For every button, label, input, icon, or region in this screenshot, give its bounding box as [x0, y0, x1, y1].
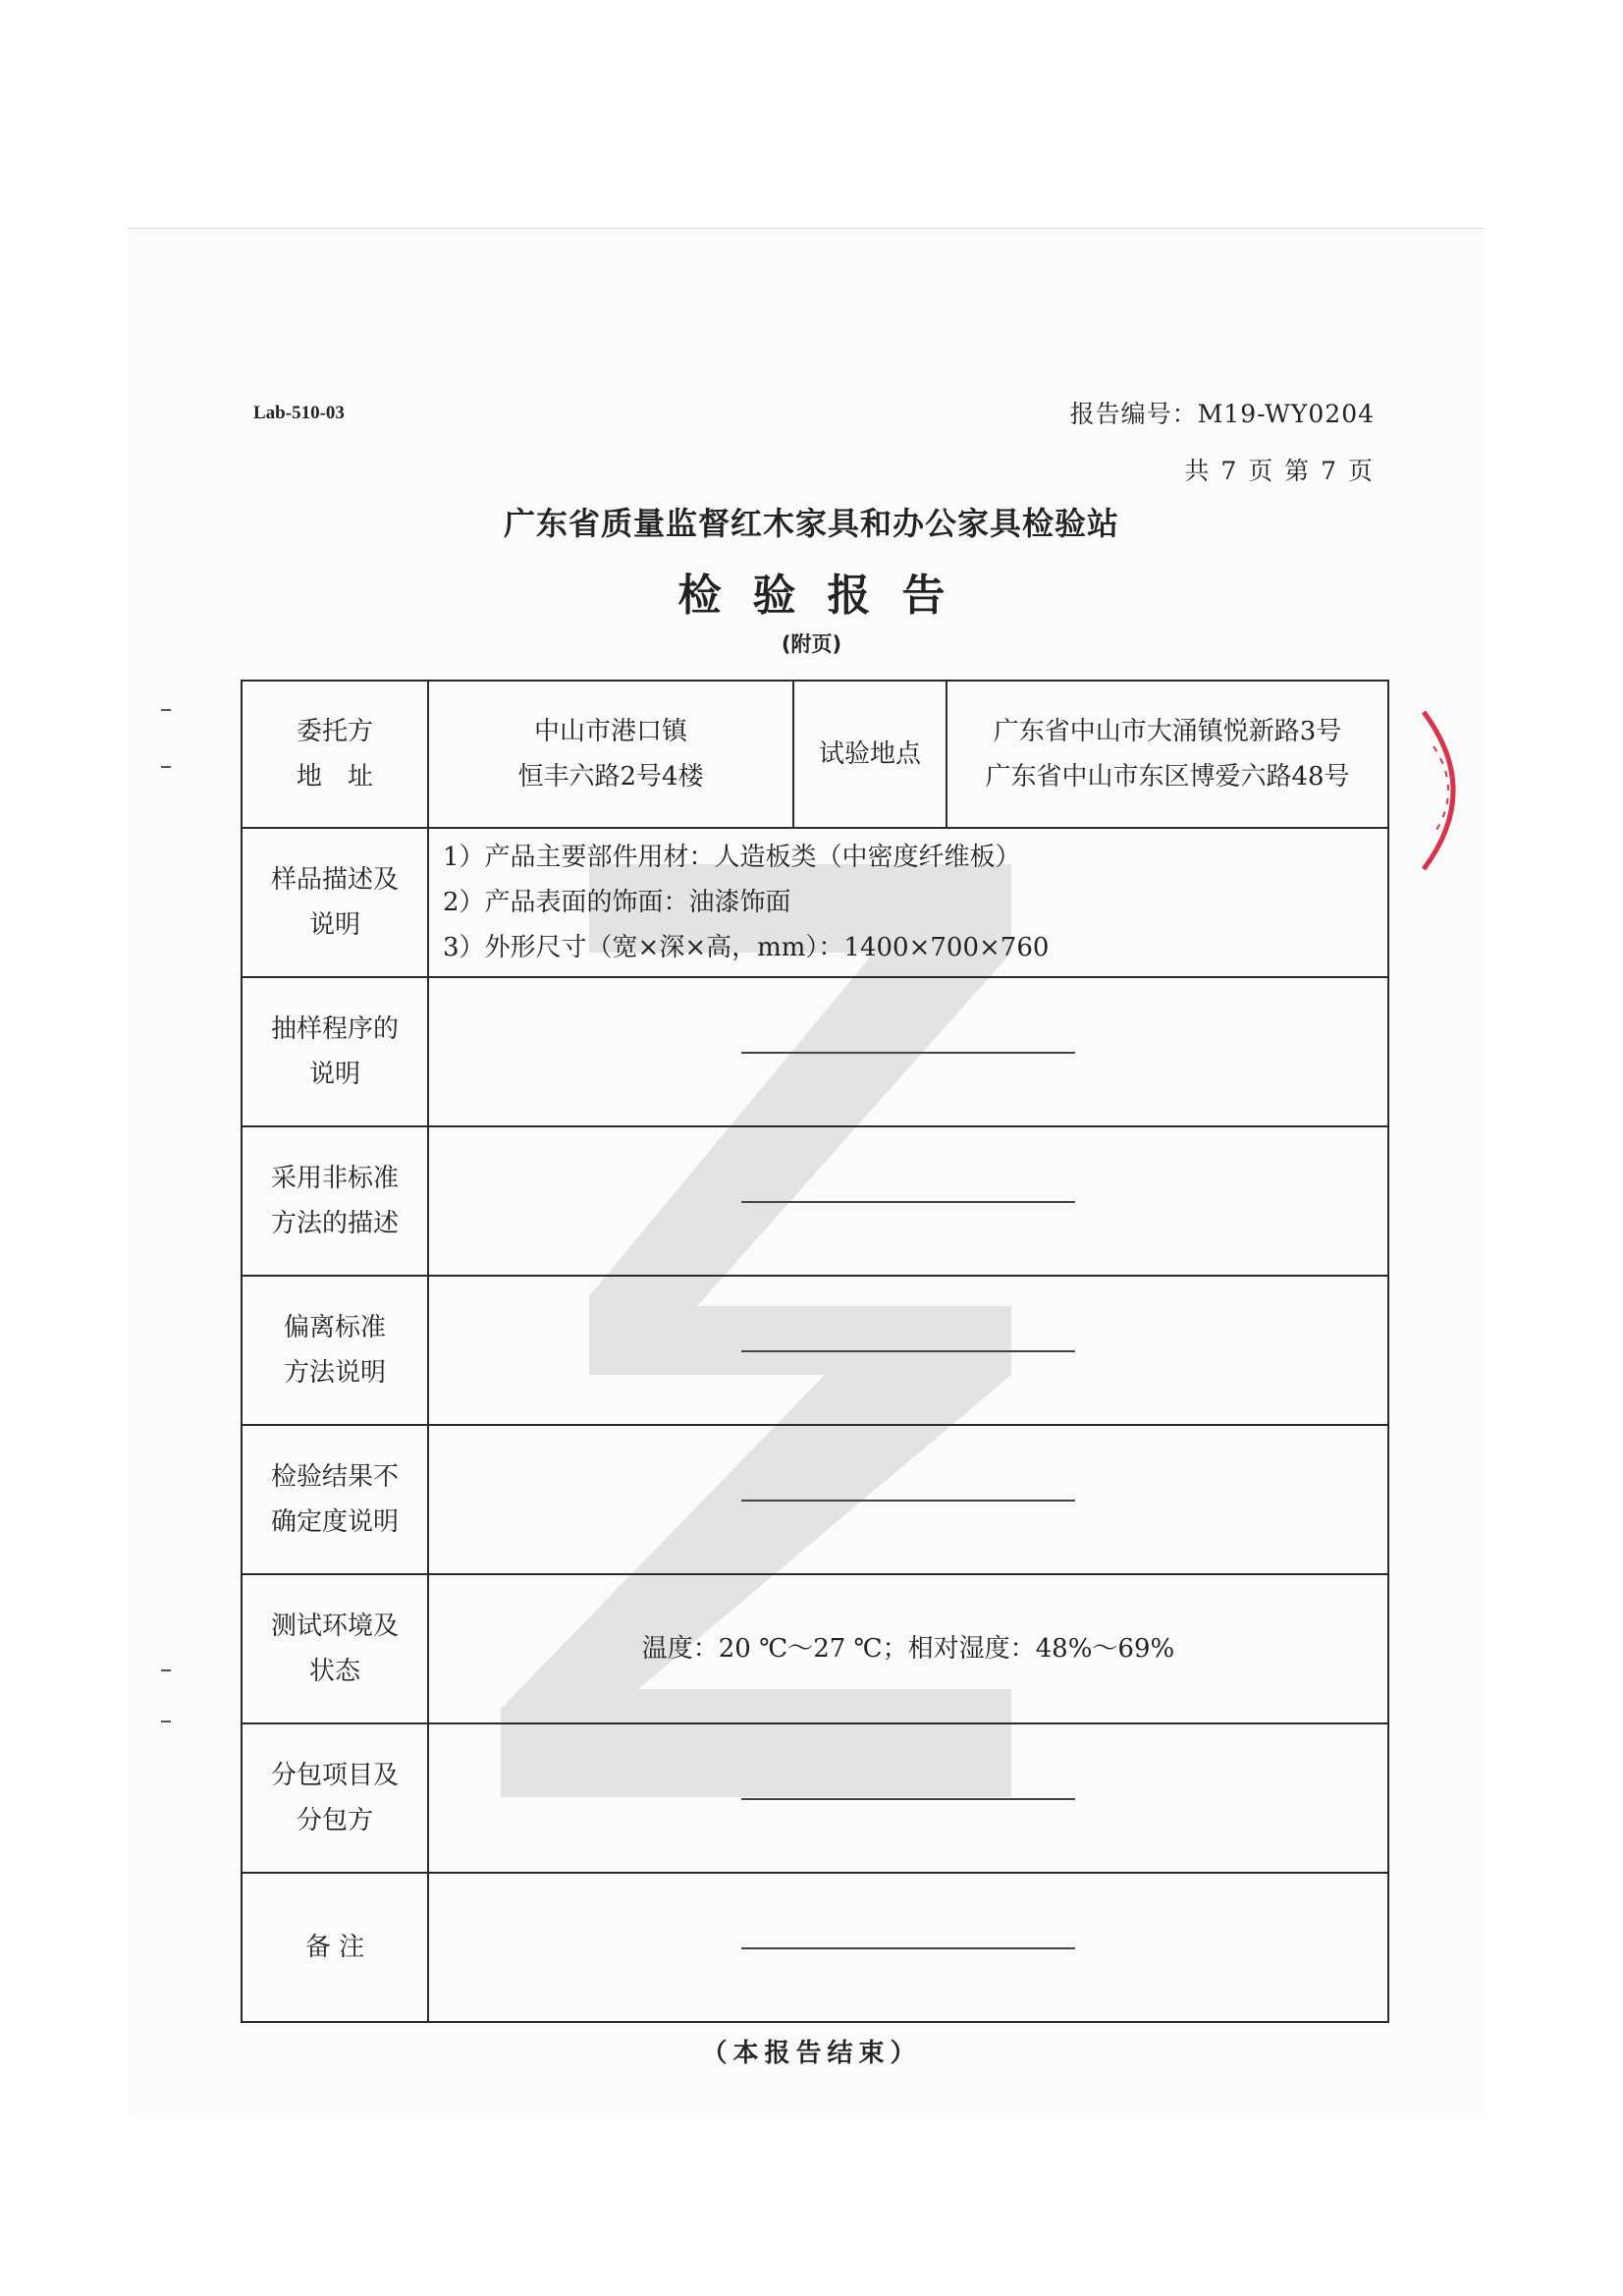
organization-name: 广东省质量监督红木家具和办公家具检验站: [503, 505, 1119, 542]
client-label-line2: 地 址: [296, 762, 373, 792]
client-address-line2: 恒丰六路2号4楼: [517, 762, 704, 792]
scan-mark: [161, 709, 171, 711]
client-label-line1: 委托方: [296, 717, 373, 746]
sample-item-1: 1）产品主要部件用材：人造板类（中密度纤维板）: [443, 843, 1021, 872]
blank-dash: [741, 1500, 1075, 1502]
sample-description: [428, 828, 1388, 977]
page-current-prefix: 第: [1284, 457, 1310, 485]
client-label: [242, 681, 428, 828]
report-subtitle: (附页): [781, 632, 842, 656]
remarks-label: 备 注: [242, 1873, 428, 2022]
remarks-value: [428, 1873, 1388, 2022]
blank-dash: [741, 1350, 1075, 1352]
report-number-value: M19-WY0204: [1197, 400, 1375, 428]
nonstandard-label-line2: 方法的描述: [270, 1209, 399, 1238]
table-row-client: [242, 681, 1388, 828]
blank-dash: [741, 1201, 1075, 1203]
sampling-label-line2: 说明: [308, 1060, 360, 1089]
page-total: 7: [1220, 457, 1237, 485]
seal-stamp-edge: [1414, 707, 1483, 874]
nonstandard-value: [428, 1126, 1388, 1276]
report-number-label: 报告编号：: [1069, 400, 1198, 428]
blank-dash: [741, 1947, 1075, 1949]
table-row-remarks: [242, 1873, 1388, 2022]
deviation-label-line1: 偏离标准: [283, 1313, 386, 1342]
report-title: 检验报告: [677, 571, 977, 621]
sample-label-line1: 样品描述及: [270, 865, 399, 895]
client-address: [428, 681, 793, 828]
deviation-value: [428, 1276, 1388, 1425]
table-row-environment: [242, 1574, 1388, 1723]
test-location-value: [947, 681, 1388, 828]
table-row-sample: [242, 828, 1388, 977]
deviation-label-line2: 方法说明: [283, 1358, 386, 1388]
uncertainty-value: [428, 1425, 1388, 1574]
subcontract-value: [428, 1723, 1388, 1873]
environment-label-line1: 测试环境及: [270, 1612, 399, 1641]
page-total-prefix: 共: [1184, 457, 1210, 485]
table-row-sampling: [242, 977, 1388, 1126]
uncertainty-label-line1: 检验结果不: [270, 1462, 399, 1492]
sample-label: [242, 828, 428, 977]
nonstandard-label-line1: 采用非标准: [270, 1164, 399, 1193]
client-address-line1: 中山市港口镇: [533, 717, 687, 746]
subcontract-label-line1: 分包项目及: [270, 1761, 399, 1790]
blank-dash: [741, 1052, 1075, 1054]
environment-label-line2: 状态: [308, 1657, 360, 1686]
uncertainty-label-line2: 确定度说明: [270, 1507, 399, 1537]
page-total-suffix: 页: [1248, 457, 1273, 485]
uncertainty-label: [242, 1425, 428, 1574]
scan-mark: [161, 1669, 171, 1671]
scan-mark: [161, 1721, 171, 1722]
report-end-note: （本报告结束）: [701, 2039, 922, 2068]
page-current-suffix: 页: [1347, 457, 1373, 485]
document-code: Lab-510-03: [253, 403, 345, 423]
table-row-uncertainty: [242, 1425, 1388, 1574]
report-number: [1070, 395, 1375, 430]
subcontract-label: [242, 1723, 428, 1873]
sampling-label: [242, 977, 428, 1126]
sampling-value: [428, 977, 1388, 1126]
page-count: [1182, 452, 1375, 487]
test-location-line2: 广东省中山市东区博爱六路48号: [985, 762, 1350, 792]
table-row-nonstandard: [242, 1126, 1388, 1276]
subcontract-label-line2: 分包方: [296, 1806, 373, 1835]
environment-label: [242, 1574, 428, 1723]
sampling-label-line1: 抽样程序的: [270, 1014, 399, 1044]
scan-mark: [161, 766, 171, 768]
test-location-line1: 广东省中山市大涌镇悦新路3号: [993, 717, 1342, 746]
test-location-label: 试验地点: [793, 681, 947, 828]
report-table: [241, 680, 1389, 2023]
deviation-label: [242, 1276, 428, 1425]
nonstandard-label: [242, 1126, 428, 1276]
environment-value: 温度：20 ℃～27 ℃；相对湿度：48%～69%: [428, 1574, 1388, 1723]
blank-dash: [741, 1798, 1075, 1800]
table-row-deviation: [242, 1276, 1388, 1425]
page-current: 7: [1321, 457, 1337, 485]
sample-label-line2: 说明: [308, 910, 360, 940]
sample-item-2: 2）产品表面的饰面：油漆饰面: [443, 888, 791, 917]
table-row-subcontract: [242, 1723, 1388, 1873]
sample-item-3: 3）外形尺寸（宽×深×高，mm）：1400×700×760: [443, 933, 1050, 962]
